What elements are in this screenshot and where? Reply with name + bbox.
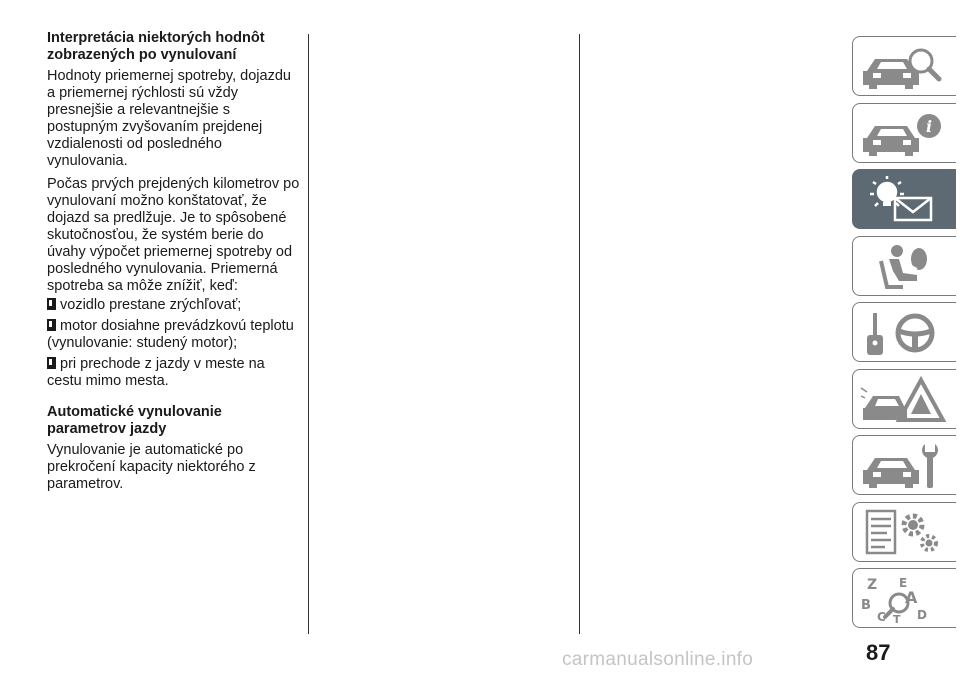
svg-text:D: D xyxy=(917,608,927,622)
bullet-text: pri prechode z jazdy v meste na cestu mimo mesta. xyxy=(47,356,265,389)
tab-car-info[interactable] xyxy=(852,103,956,163)
bullet-icon xyxy=(47,357,56,369)
alphabetical-index-icon xyxy=(859,573,949,625)
watermark: carmanualsonline.info xyxy=(562,649,754,670)
tab-index[interactable] xyxy=(852,568,956,628)
bullet-icon xyxy=(47,319,56,331)
svg-text:i: i xyxy=(925,116,933,136)
car-info-icon xyxy=(859,108,949,160)
key-steering-wheel-icon xyxy=(859,307,949,359)
specifications-gears-icon xyxy=(859,507,949,559)
car-search-icon xyxy=(859,41,949,93)
column-divider xyxy=(579,34,580,634)
tab-maintenance[interactable] xyxy=(852,435,956,495)
svg-text:A: A xyxy=(905,588,918,607)
warning-light-message-icon xyxy=(859,174,949,226)
bullet-item xyxy=(47,297,302,314)
tab-car-search[interactable] xyxy=(852,36,956,96)
tab-safety[interactable] xyxy=(852,236,956,296)
bullet-text: motor dosiahne prevádzkovú teplotu (vynulovanie: studený motor); xyxy=(47,318,294,351)
paragraph-automatic-reset: Vynulovanie je automatické po prekročení kapacity niektorého z parametrov. xyxy=(47,442,256,492)
tab-emergency[interactable] xyxy=(852,369,956,429)
column-divider xyxy=(308,34,309,634)
bullet-icon xyxy=(47,298,56,310)
bullet-item xyxy=(47,356,302,390)
svg-text:C: C xyxy=(877,610,886,624)
svg-text:B: B xyxy=(861,598,871,613)
section-heading-automatic-reset: Automatické vynulovanie parametrov jazdy xyxy=(47,404,222,437)
svg-text:E: E xyxy=(899,576,908,590)
svg-text:Z: Z xyxy=(867,577,878,593)
bullet-item xyxy=(47,318,302,352)
tab-warning-lights-messages[interactable] xyxy=(852,169,956,229)
svg-text:T: T xyxy=(893,613,901,625)
car-wrench-icon xyxy=(859,440,949,492)
page-number: 87 xyxy=(866,640,891,665)
text-column xyxy=(47,30,302,499)
seat-airbag-icon xyxy=(859,241,949,293)
bullet-text: vozidlo prestane zrýchľovať; xyxy=(60,297,242,313)
paragraph-first-kilometers: Počas prvých prejdených kilometrov po vynulovaní možno konštatovať, že dojazd sa predlžuje. Je to spôsobené skutočnosťou, že systém berie do úvahy výpočet priemernej spotreby od posledného vynulovania. Priemerná spotreba sa môže znížiť, keď: xyxy=(47,176,300,294)
chapter-tabs xyxy=(852,36,960,635)
tab-technical-specifications[interactable] xyxy=(852,502,956,562)
tab-starting-driving[interactable] xyxy=(852,302,956,362)
paragraph-accuracy: Hodnoty priemernej spotreby, dojazdu a priemernej rýchlosti sú vždy presnejšie a relevantnejšie s postupným zvyšovaním prejdenej vzdialenosti od posledného vynulovania. xyxy=(47,68,291,169)
section-heading-interpretation: Interpretácia niektorých hodnôt zobrazených po vynulovaní xyxy=(47,30,265,63)
car-breakdown-triangle-icon xyxy=(859,374,949,426)
